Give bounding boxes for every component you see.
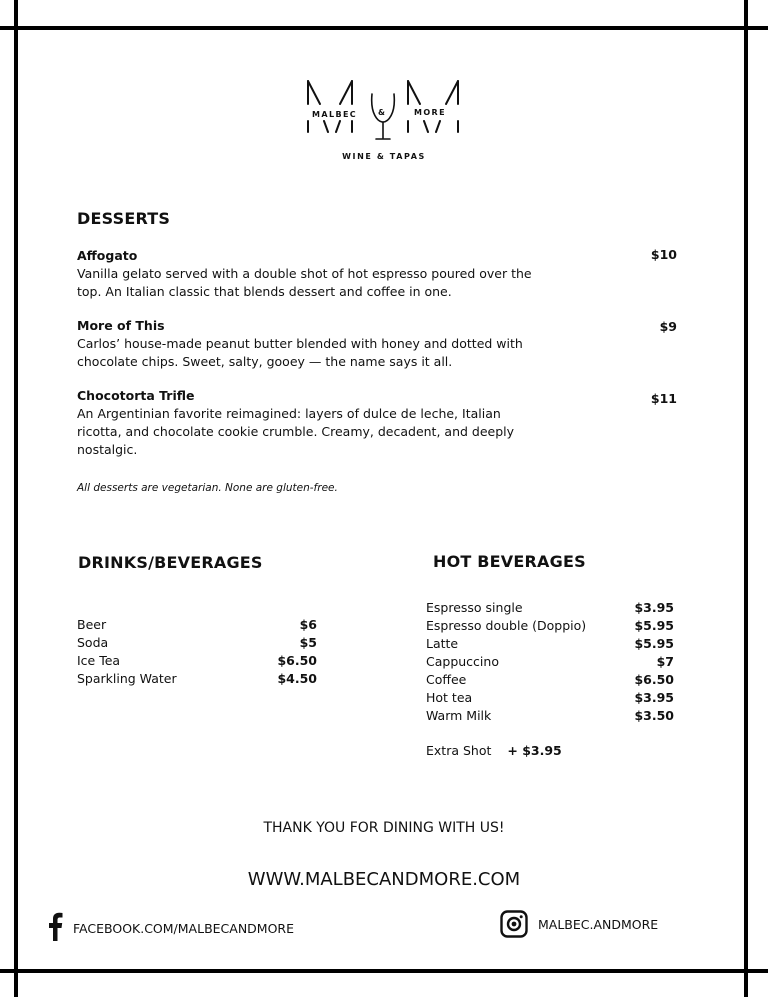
- dessert-price: $11: [650, 391, 677, 406]
- hot-beverage-price: $5.95: [634, 636, 674, 651]
- facebook-icon: [47, 911, 63, 941]
- logo-ampersand: &: [378, 108, 387, 117]
- list-item: [77, 652, 317, 670]
- drink-name: Ice Tea: [77, 653, 121, 668]
- hot-beverage-name: Cappuccino: [426, 654, 499, 669]
- dessert-name: Chocotorta Trifle: [77, 388, 195, 403]
- hot-beverage-name: Coffee: [426, 672, 467, 687]
- drink-price: $6: [299, 617, 317, 632]
- left-border-line: [14, 0, 18, 997]
- list-item: [77, 616, 317, 634]
- hot-beverage-name: Warm Milk: [426, 708, 492, 723]
- list-item: [77, 670, 317, 688]
- instagram-icon: [500, 910, 528, 938]
- hot-beverage-price: $7: [656, 654, 674, 669]
- bottom-border-line: [0, 969, 768, 973]
- extra-shot-label: Extra Shot: [426, 743, 492, 758]
- desserts-title: DESSERTS: [77, 209, 171, 228]
- dessert-price: $10: [650, 247, 677, 262]
- hot-beverage-name: Hot tea: [426, 690, 473, 705]
- list-item: [426, 707, 674, 725]
- dessert-item: [77, 317, 677, 371]
- hot-beverage-price: $3.50: [634, 708, 674, 723]
- list-item: [426, 689, 674, 707]
- thank-you-message: THANK YOU FOR DINING WITH US!: [263, 820, 505, 836]
- instagram-link[interactable]: [500, 910, 658, 938]
- drink-price: $4.50: [277, 671, 317, 686]
- dessert-description: Carlos’ house-made peanut butter blended with honey and dotted with chocolate chips. Sweet, salty, gooey — the name says it all.: [77, 336, 523, 369]
- hot-beverages-list: [426, 599, 674, 725]
- hot-beverage-price: $6.50: [634, 672, 674, 687]
- drink-name: Beer: [77, 617, 107, 632]
- dessert-item: [77, 387, 677, 459]
- right-border-line: [744, 0, 748, 997]
- logo-left-word: MALBEC: [312, 110, 358, 119]
- list-item: [426, 617, 674, 635]
- dessert-name: More of This: [77, 318, 165, 333]
- hot-beverage-price: $5.95: [634, 618, 674, 633]
- dessert-description: Vanilla gelato served with a double shot of hot espresso poured over the top. An Italian classic that blends dessert and coffee in one.: [77, 266, 532, 299]
- list-item: [426, 635, 674, 653]
- hot-beverages-title: HOT BEVERAGES: [433, 552, 586, 571]
- list-item: [77, 634, 317, 652]
- drinks-title: DRINKS/BEVERAGES: [78, 553, 263, 572]
- facebook-link[interactable]: [47, 911, 294, 941]
- hot-beverage-name: Espresso double (Doppio): [426, 618, 587, 633]
- drink-name: Sparkling Water: [77, 671, 177, 686]
- drink-price: $5: [299, 635, 317, 650]
- hot-beverage-name: Latte: [426, 636, 459, 651]
- dessert-item: [77, 247, 677, 301]
- dessert-name: Affogato: [77, 248, 138, 263]
- extra-shot-price: + $3.95: [507, 743, 562, 758]
- list-item: [426, 671, 674, 689]
- instagram-handle: MALBEC.ANDMORE: [538, 916, 659, 932]
- list-item: [426, 653, 674, 671]
- top-border-line: [0, 26, 768, 30]
- dessert-note: All desserts are vegetarian. None are gluten-free.: [77, 482, 338, 494]
- facebook-handle: FACEBOOK.COM/MALBECANDMORE: [73, 920, 295, 936]
- list-item: [426, 599, 674, 617]
- hot-beverage-name: Espresso single: [426, 600, 523, 615]
- logo-tagline: WINE & TAPAS: [342, 152, 426, 161]
- logo: [300, 76, 468, 166]
- drink-name: Soda: [77, 635, 109, 650]
- dessert-price: $9: [659, 319, 677, 334]
- dessert-description: An Argentinian favorite reimagined: layers of dulce de leche, Italian ricotta, and chocolate cookie crumble. Creamy, decadent, and deeply nostalgic.: [77, 406, 515, 457]
- hot-beverage-price: $3.95: [634, 690, 674, 705]
- logo-right-word: MORE: [414, 108, 446, 117]
- extra-shot: [426, 743, 562, 758]
- website-link[interactable]: WWW.MALBECANDMORE.COM: [247, 869, 521, 890]
- hot-beverage-price: $3.95: [634, 600, 674, 615]
- drink-price: $6.50: [277, 653, 317, 668]
- drinks-list: [77, 616, 317, 688]
